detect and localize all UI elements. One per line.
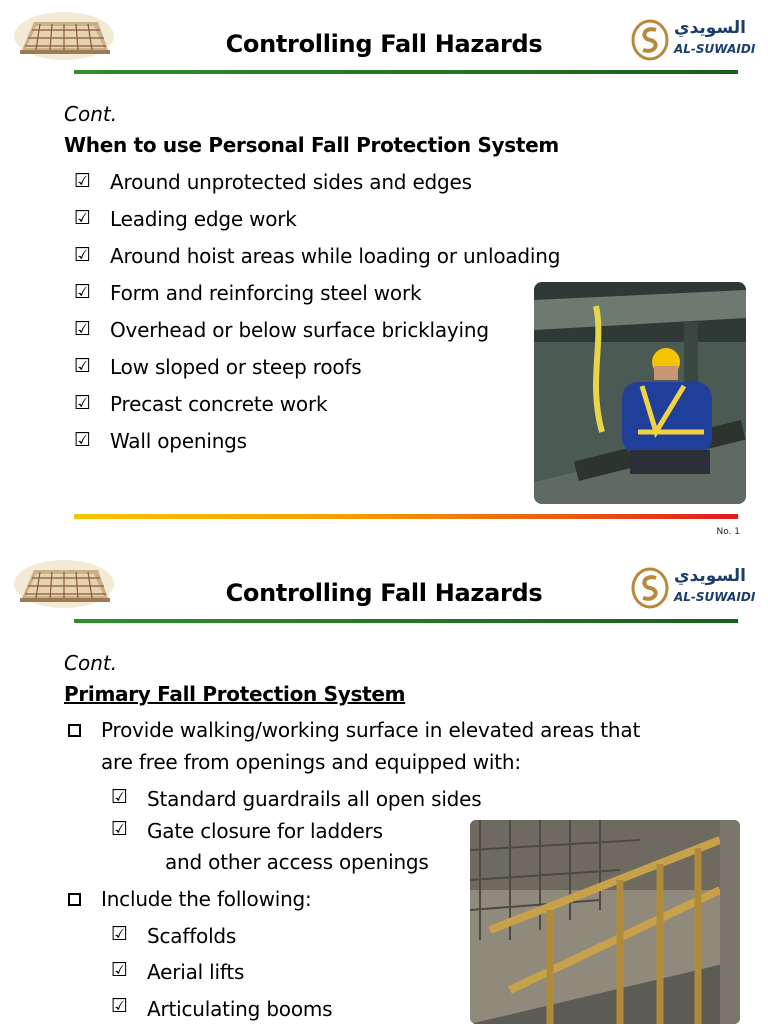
list-item: Around unprotected sides and edges [110, 170, 472, 194]
bullet-text: Provide walking/working surface in elevated areas that [101, 718, 641, 742]
sub-item: Standard guardrails all open sides [147, 787, 482, 811]
logo-english-text: AL-SUWAIDI [674, 590, 756, 604]
check-icon: ☑ [74, 355, 92, 377]
list-item: Form and reinforcing steel work [110, 281, 422, 305]
list-item: Wall openings [110, 429, 247, 453]
sub-item: Articulating booms [147, 997, 333, 1021]
check-icon: ☑ [111, 959, 129, 981]
cont-label: Cont. [64, 651, 118, 675]
title-rule [74, 619, 738, 623]
bullet-text: Include the following: [101, 887, 312, 911]
page-number: No. 1 [716, 527, 740, 537]
title-rule [74, 70, 738, 74]
check-icon: ☑ [74, 392, 92, 414]
list-item: Overhead or below surface bricklaying [110, 318, 489, 342]
check-icon: ☑ [111, 923, 129, 945]
sub-item: Aerial lifts [147, 960, 245, 984]
check-icon: ☑ [74, 429, 92, 451]
logo-arabic-text: السويدي [674, 18, 746, 38]
section-heading: Primary Fall Protection System [64, 682, 406, 706]
logo-arabic-text: السويدي [674, 566, 746, 586]
color-divider [74, 514, 738, 519]
list-item: Precast concrete work [110, 392, 328, 416]
check-icon: ☑ [111, 995, 129, 1017]
slide-title: Controlling Fall Hazards [225, 579, 543, 607]
al-suwaidi-logo [630, 566, 756, 614]
check-icon: ☑ [74, 318, 92, 340]
check-icon: ☑ [74, 244, 92, 266]
logo-emblem-icon [630, 566, 670, 610]
list-item: Around hoist areas while loading or unloading [110, 244, 561, 268]
bullet-text-cont: are free from openings and equipped with: [101, 750, 521, 774]
section-heading: When to use Personal Fall Protection System [64, 133, 559, 157]
al-suwaidi-logo [630, 18, 756, 66]
sub-item: Gate closure for ladders [147, 819, 383, 843]
check-icon: ☑ [74, 170, 92, 192]
check-icon: ☑ [111, 786, 129, 808]
sub-item: Scaffolds [147, 924, 237, 948]
sub-item-cont: and other access openings [165, 850, 429, 874]
list-item: Low sloped or steep roofs [110, 355, 362, 379]
scaffold-guardrail-photo [470, 820, 740, 1024]
check-icon: ☑ [111, 818, 129, 840]
square-bullet-icon [68, 893, 81, 906]
logo-emblem-icon [630, 18, 670, 62]
cont-label: Cont. [64, 102, 118, 126]
slide-title: Controlling Fall Hazards [225, 30, 543, 58]
logo-english-text: AL-SUWAIDI [674, 42, 756, 56]
check-icon: ☑ [74, 281, 92, 303]
square-bullet-icon [68, 724, 81, 737]
list-item: Leading edge work [110, 207, 297, 231]
worker-harness-photo [534, 282, 746, 504]
check-icon: ☑ [74, 207, 92, 229]
slide-2 [0, 548, 768, 1024]
